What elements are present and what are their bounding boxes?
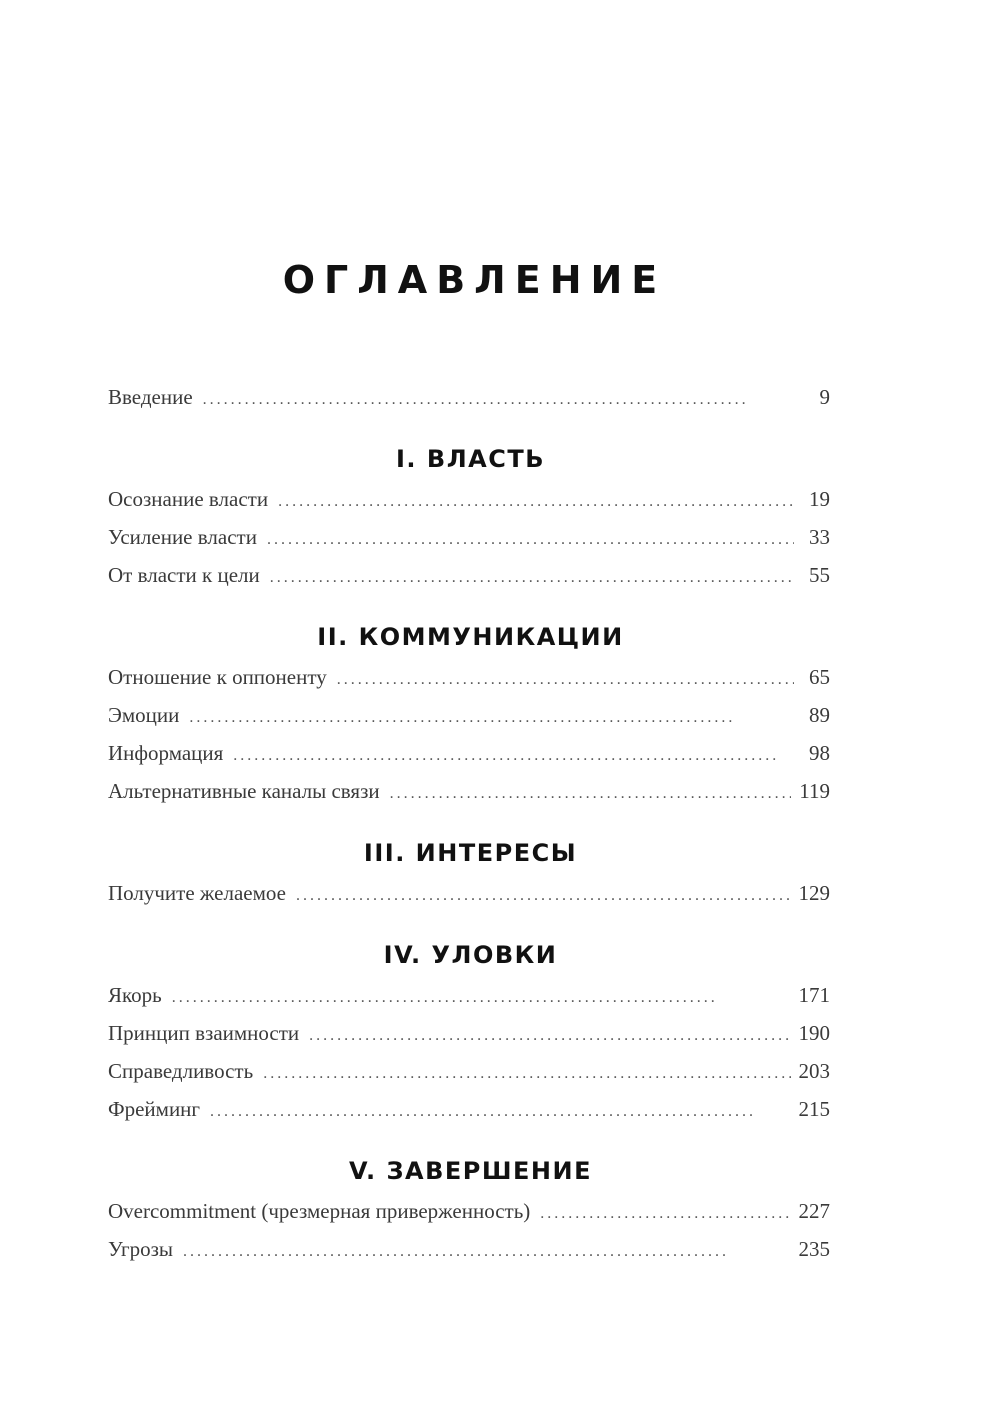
toc-entry[interactable] [108, 772, 830, 810]
toc-section-power [108, 438, 830, 594]
toc-entry-label: Overcommitment (чрезмерная приверженность) [108, 1199, 531, 1223]
toc-page-number: 33 [809, 525, 830, 549]
toc-page-number: 98 [809, 741, 830, 765]
section-heading: I. ВЛАСТЬ [396, 445, 545, 473]
toc-page-number: 203 [798, 1059, 830, 1083]
toc-page-number: 89 [809, 703, 830, 727]
section-heading: III. ИНТЕРЕСЫ [363, 839, 578, 867]
toc-page-number: 119 [799, 779, 830, 803]
section-heading: V. ЗАВЕРШЕНИЕ [349, 1157, 592, 1185]
toc-page-number: 190 [798, 1021, 830, 1045]
table-of-contents [108, 378, 830, 1268]
toc-entry-label: Принцип взаимности [108, 1021, 300, 1045]
dot-leader [183, 1233, 790, 1271]
toc-entry-label: Фрейминг [108, 1097, 201, 1121]
dot-leader [203, 381, 794, 419]
toc-entry[interactable] [108, 480, 830, 518]
toc-entry[interactable] [108, 1192, 830, 1230]
toc-section-tricks [108, 934, 830, 1128]
page-title [0, 258, 940, 302]
toc-entry[interactable] [108, 874, 830, 912]
toc-section-communications [108, 616, 830, 810]
dot-leader [309, 1017, 790, 1055]
toc-entry[interactable] [108, 658, 830, 696]
dot-leader [390, 775, 792, 813]
toc-entry-label: Введение [108, 385, 193, 409]
toc-page-number: 215 [798, 1097, 830, 1121]
toc-entry-label: Осознание власти [108, 487, 269, 511]
toc-entry-label: Получите желаемое [108, 881, 286, 905]
toc-entry-intro[interactable] [108, 378, 830, 416]
dot-leader [296, 877, 791, 915]
toc-entry[interactable] [108, 556, 830, 594]
toc-entry[interactable] [108, 1014, 830, 1052]
toc-entry[interactable] [108, 696, 830, 734]
dot-leader [337, 661, 794, 699]
dot-leader [540, 1195, 790, 1233]
toc-entry[interactable] [108, 976, 830, 1014]
toc-page-number: 227 [798, 1199, 830, 1223]
dot-leader [233, 737, 794, 775]
toc-entry-label: От власти к цели [108, 563, 260, 587]
toc-entry-label: Отношение к оппоненту [108, 665, 327, 689]
dot-leader [189, 699, 794, 737]
toc-entry[interactable] [108, 1090, 830, 1128]
dot-leader [267, 521, 794, 559]
toc-entry-label: Угрозы [108, 1237, 174, 1261]
toc-page-number: 55 [809, 563, 830, 587]
toc-section-completion [108, 1150, 830, 1268]
dot-leader [278, 483, 794, 521]
section-heading: IV. УЛОВКИ [383, 941, 558, 969]
toc-entry-label: Якорь [108, 983, 162, 1007]
dot-leader [263, 1055, 790, 1093]
toc-page-number: 65 [809, 665, 830, 689]
toc-entry[interactable] [108, 1052, 830, 1090]
dot-leader [270, 559, 794, 597]
toc-entry-label: Эмоции [108, 703, 180, 727]
toc-page-number: 235 [798, 1237, 830, 1261]
toc-page-number: 19 [809, 487, 830, 511]
toc-entry-label: Усиление власти [108, 525, 257, 549]
toc-section-interests [108, 832, 830, 912]
toc-entry[interactable] [108, 518, 830, 556]
page-title-text: ОГЛАВЛЕНИЕ [282, 258, 667, 302]
toc-page-number: 171 [798, 983, 830, 1007]
toc-page-number: 129 [798, 881, 830, 905]
toc-entry-label: Информация [108, 741, 224, 765]
toc-page-number: 9 [819, 385, 830, 409]
section-heading: II. КОММУНИКАЦИИ [317, 623, 624, 651]
dot-leader [210, 1093, 790, 1131]
toc-entry[interactable] [108, 734, 830, 772]
dot-leader [172, 979, 791, 1017]
toc-entry[interactable] [108, 1230, 830, 1268]
toc-entry-label: Альтернативные каналы связи [108, 779, 380, 803]
toc-entry-label: Справедливость [108, 1059, 254, 1083]
